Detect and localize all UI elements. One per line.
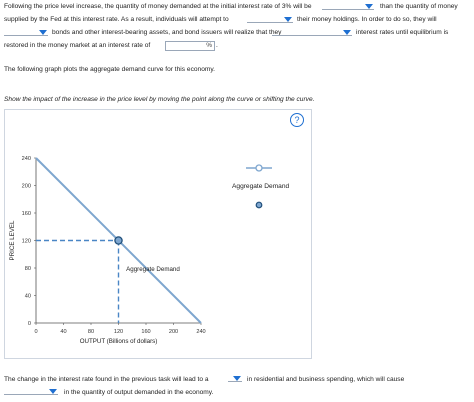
- x-tick-label: 200: [168, 329, 179, 335]
- x-tick-label: 40: [60, 329, 67, 335]
- percent-unit: %: [206, 42, 212, 49]
- chevron-down-icon: [49, 389, 57, 394]
- x-tick-label: 240: [196, 329, 206, 335]
- intro-line1-b: than the quantity of money: [380, 3, 458, 10]
- x-tick-label: 160: [141, 329, 151, 335]
- graph-instruction: Show the impact of the increase in the price level by moving the point along the curve or shifting the curve.: [4, 96, 315, 103]
- outro-line1-a: The change in the interest rate found in the previous task will lead to a: [4, 376, 209, 383]
- intro-line1-a: Following the price level increase, the quantity of money demanded at the initial interest rate of 3% will be: [4, 3, 312, 10]
- outro-line2-b: in the quantity of output demanded in the economy.: [64, 389, 214, 396]
- x-axis-label: OUTPUT (Billions of dollars): [79, 338, 158, 345]
- outro-line1-b: in residential and business spending, which will cause: [247, 376, 405, 383]
- y-tick-label: 160: [21, 211, 31, 217]
- legend-label-aggregate-demand: Aggregate Demand: [232, 183, 290, 190]
- equilibrium-point: [115, 237, 122, 244]
- intro-line3-a: bonds and other interest-bearing assets, and bond issuers will realize that they: [52, 29, 282, 36]
- y-tick-label: 120: [21, 238, 31, 245]
- y-tick-label: 0: [27, 321, 31, 327]
- y-tick-label: 240: [21, 156, 31, 162]
- x-tick-label: 120: [113, 329, 124, 335]
- x-tick-label: 80: [87, 329, 95, 335]
- legend-point-icon: [256, 202, 262, 208]
- intro-period: .: [216, 42, 218, 49]
- chevron-down-icon: [233, 376, 241, 381]
- x-tick-label: 0: [34, 329, 38, 335]
- y-tick-label: 40: [24, 293, 31, 300]
- chart-ticks: [22, 156, 206, 335]
- output-change-dropdown[interactable]: [4, 388, 58, 395]
- chart-curve: [36, 158, 201, 323]
- y-axis-label: PRICE LEVEL: [9, 220, 16, 261]
- y-tick-label: 80: [24, 266, 31, 272]
- y-tick-label: 200: [21, 183, 31, 190]
- legend-hollow-point-icon: [256, 165, 262, 171]
- intro-line2-a: supplied by the Fed at this interest rate. As a result, individuals will attempt to: [4, 16, 229, 23]
- chart-axes: [9, 158, 201, 345]
- spending-change-dropdown[interactable]: [228, 375, 242, 382]
- intro-line3-b: interest rates until equilibrium is: [356, 29, 449, 36]
- intro-line2-b: their money holdings. In order to do so, they will: [297, 16, 437, 23]
- intro-line4-a: restored in the money market at an interest rate of: [4, 42, 151, 49]
- help-icon[interactable]: ?: [290, 113, 304, 127]
- graph-intro-text: The following graph plots the aggregate demand curve for this economy.: [4, 66, 215, 73]
- curve-label: Aggregate Demand: [126, 266, 180, 273]
